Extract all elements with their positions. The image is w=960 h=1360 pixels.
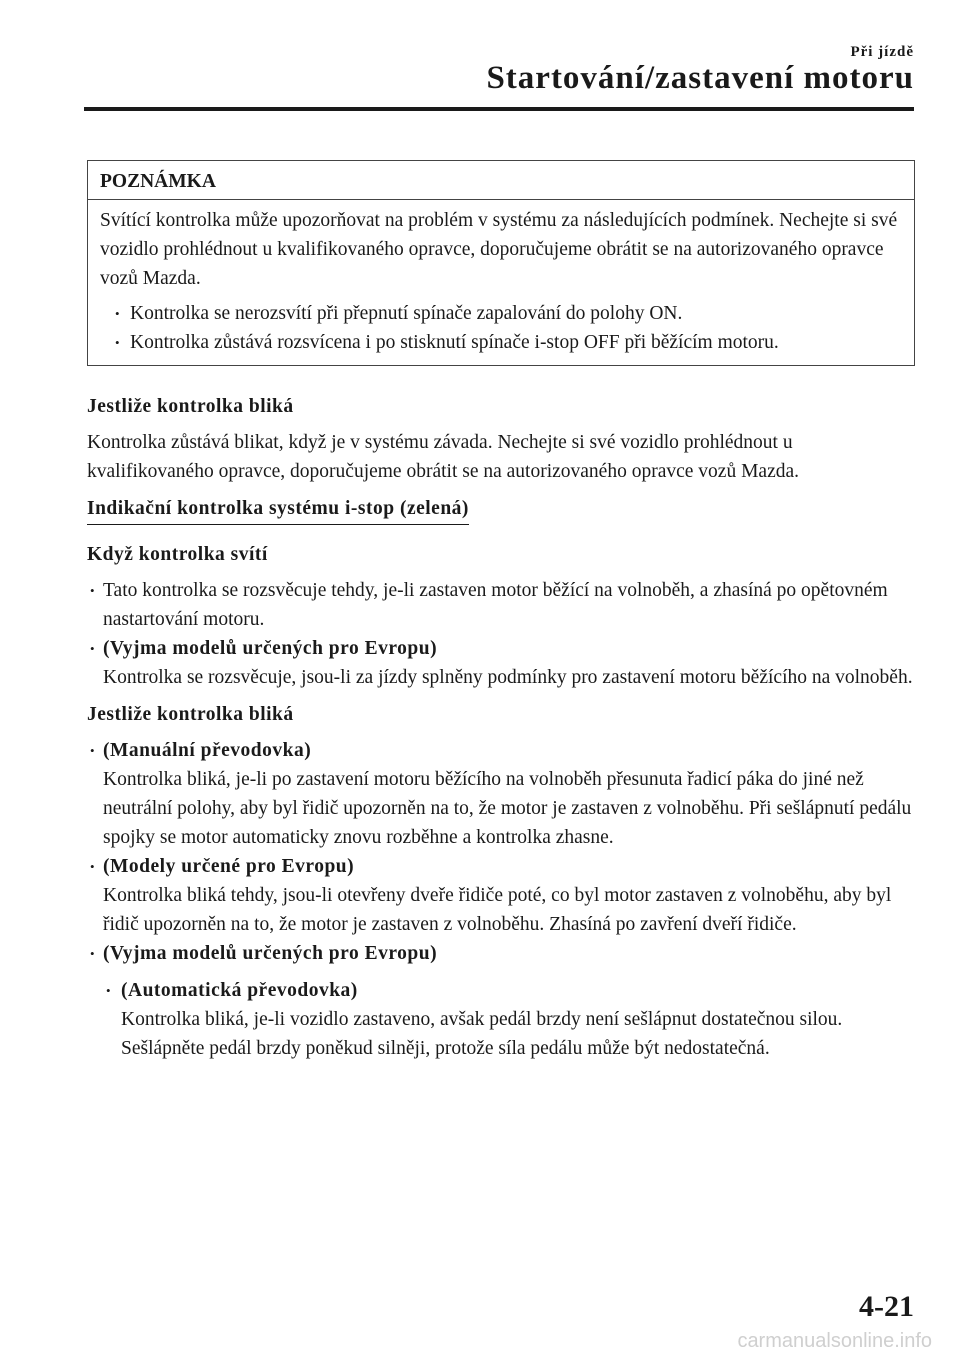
list-item-text: Kontrolka bliká tehdy, jsou-li otevřeny dveře řidiče poté, co byl motor zastaven z volnoběhu, aby byl řidič upozorněn na to, že motor je zastaven z volnoběhu. Zhasíná po zavření dveří řidiče. (103, 885, 892, 935)
page-title: Startování/zastavení motoru (486, 60, 914, 96)
list-item (87, 939, 915, 1063)
page-number: 4-21 (859, 1290, 914, 1323)
istop-heading: Indikační kontrolka systému i-stop (zelená) (87, 494, 469, 525)
list-item-label: • (Manuální převodovka) (103, 740, 312, 761)
sub-item-label: • (Automatická převodovka) (121, 980, 358, 1001)
light-on-heading: Když kontrolka svítí (87, 544, 268, 565)
list-item (87, 576, 915, 634)
list-item (87, 736, 915, 852)
blink-list (87, 736, 915, 1063)
note-body (88, 200, 914, 365)
note-bullet: • Kontrolka zůstává rozsvícena i po stisknutí spínače i-stop OFF při běžícím motoru. (100, 328, 902, 357)
header-rule (84, 107, 914, 111)
list-item-text: Kontrolka bliká, je-li po zastavení motoru běžícího na volnoběh přesunuta řadicí páka do jiné než neutrální polohy, aby byl řidič upozorněn na to, že motor je zastaven z volnoběhu. Při sešlápnutí pedálu spojky se motor automaticky znovu rozběhne a kontrolka zhasne. (103, 769, 912, 848)
istop-blink-heading: Jestliže kontrolka bliká (87, 704, 294, 725)
sub-item-text: Kontrolka bliká, je-li vozidlo zastaveno, avšak pedál brzdy není sešlápnut dostatečnou silou. Sešlápněte pedál brzdy poněkud silněji, protože síla pedálu může být nedostatečná. (121, 1009, 843, 1059)
list-item-label: • (Vyjma modelů určených pro Evropu) (103, 943, 438, 964)
blink-text: Kontrolka zůstává blikat, když je v systému závada. Nechejte si své vozidlo prohlédnout u kvalifikovaného opravce, doporučujeme obrátit se na autorizovaného opravce vozů Mazda. (87, 432, 800, 482)
note-bullet-list (100, 299, 902, 357)
note-title: POZNÁMKA (88, 161, 914, 200)
sub-list (103, 976, 915, 1063)
list-item-text: Tato kontrolka se rozsvěcuje tehdy, je-li zastaven motor běžící na volnoběh, a zhasíná po opětovném nastartování motoru. (103, 580, 888, 630)
list-item-text: Kontrolka se rozsvěcuje, jsou-li za jízdy splněny podmínky pro zastavení motoru běžícího na volnoběh. (103, 667, 913, 688)
page-content (87, 160, 915, 1071)
list-item (87, 852, 915, 939)
list-item-label: • (Vyjma modelů určených pro Evropu) (103, 638, 438, 659)
note-bullet: • Kontrolka se nerozsvítí při přepnutí spínače zapalování do polohy ON. (100, 299, 902, 328)
section-header: Při jízdě (850, 44, 914, 60)
list-item-label: • (Modely určené pro Evropu) (103, 856, 355, 877)
list-item (87, 634, 915, 692)
light-on-list (87, 576, 915, 692)
note-box (87, 160, 915, 366)
sub-list-item (103, 976, 915, 1063)
watermark: carmanualsonline.info (737, 1330, 932, 1352)
note-text: Svítící kontrolka může upozorňovat na problém v systému za následujících podmínek. Nechejte si své vozidlo prohlédnout u kvalifikovaného opravce, doporučujeme obrátit se na autorizovaného opravce vozů Mazda. (100, 210, 898, 289)
blink-heading: Jestliže kontrolka bliká (87, 396, 294, 417)
